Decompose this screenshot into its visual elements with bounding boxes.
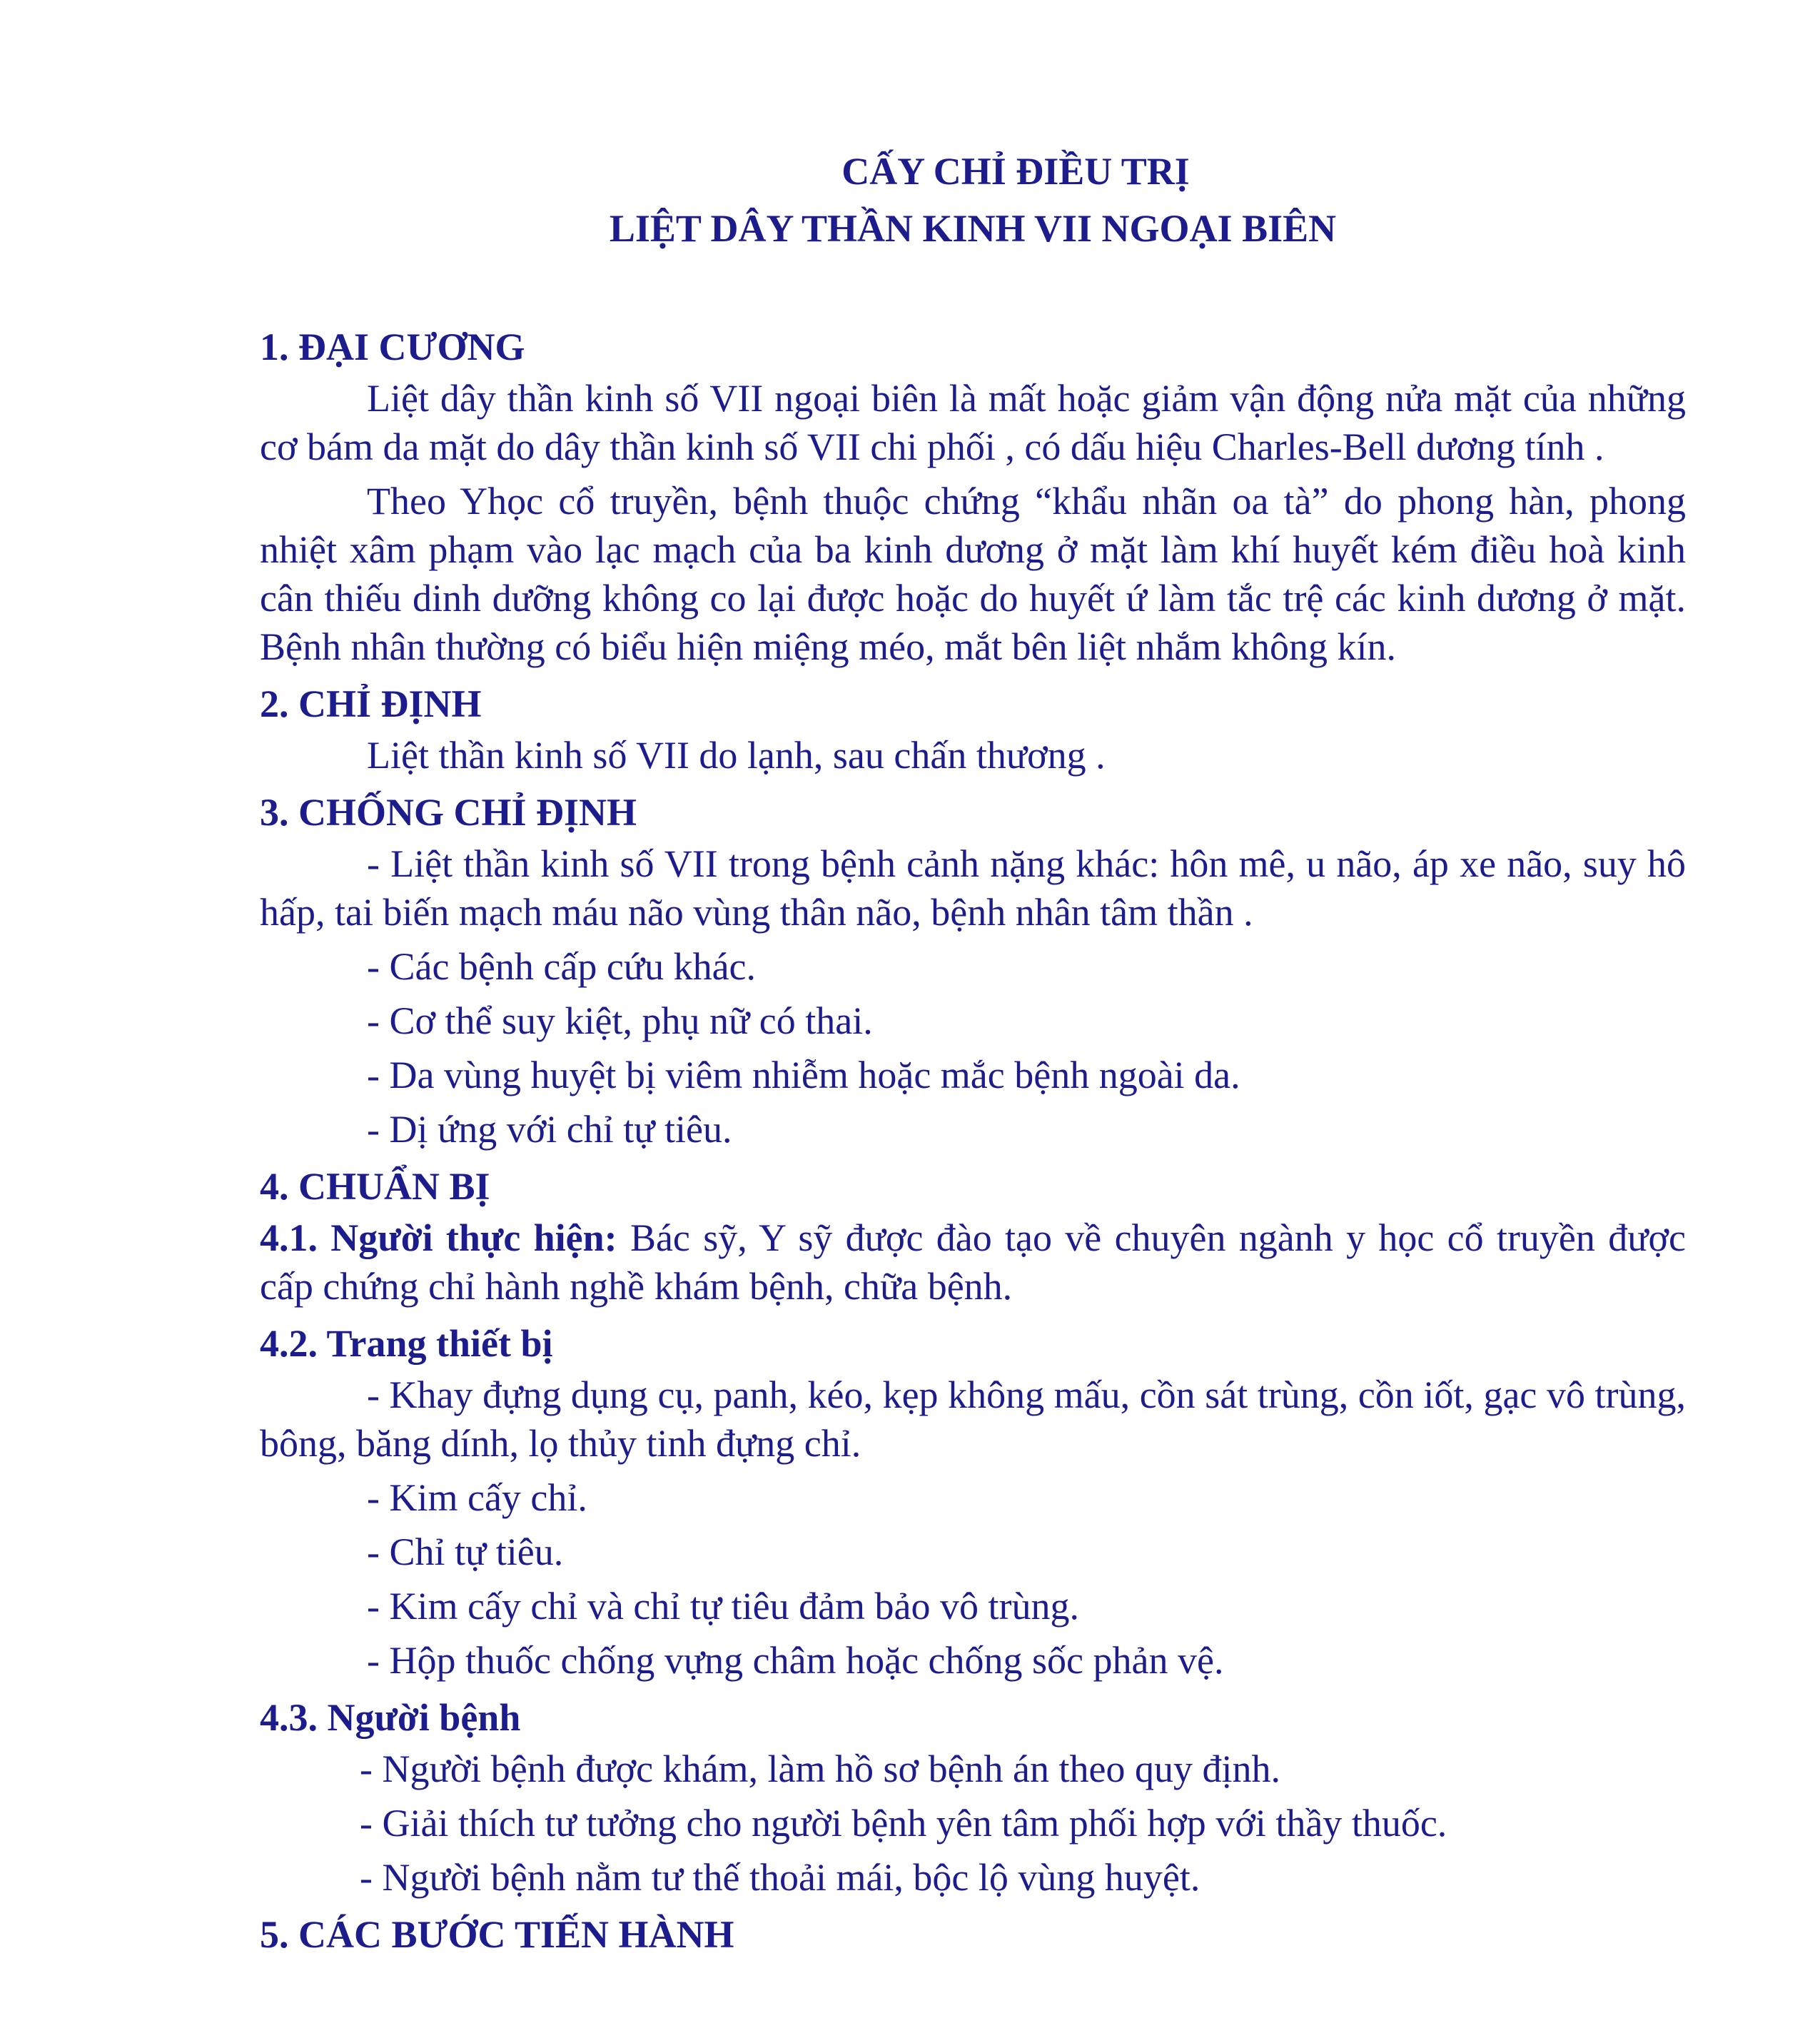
section-4-2-heading: 4.2. Trang thiết bị [260,1322,553,1365]
equipment-item: - Kim cấy chỉ. [367,1476,587,1519]
contraindication-item: - Cơ thể suy kiệt, phụ nữ có thai. [367,999,873,1042]
patient-prep-item: - Người bệnh nằm tư thế thoải mái, bộc lộ vùng huyệt. [360,1856,1200,1899]
section-4-heading: 4. CHUẨN BỊ [260,1165,490,1208]
section-5-heading: 5. CÁC BƯỚC TIẾN HÀNH [260,1913,734,1956]
section-3-heading: 3. CHỐNG CHỈ ĐỊNH [260,791,637,834]
section-4-1-label: 4.1. Người thực hiện: [260,1216,617,1259]
contraindication-item: - Da vùng huyệt bị viêm nhiễm hoặc mắc bệnh ngoài da. [367,1054,1240,1096]
section-4-3-heading: 4.3. Người bệnh [260,1696,521,1739]
patient-prep-item: - Giải thích tư tưởng cho người bệnh yên tâm phối hợp với thầy thuốc. [360,1802,1447,1845]
equipment-item: - Khay đựng dụng cụ, panh, kéo, kẹp không mấu, cồn sát trùng, cồn iốt, gạc vô trùng, bông, băng dính, lọ thủy tinh đựng chỉ. [260,1373,1686,1465]
contraindication-item: - Liệt thần kinh số VII trong bệnh cảnh nặng khác: hôn mê, u não, áp xe não, suy hô hấp, tai biến mạch máu não vùng thân não, bệnh nhân tâm thần . [260,842,1686,934]
section-1-paragraph-2: Theo Yhọc cổ truyền, bệnh thuộc chứng “khẩu nhãn oa tà” do phong hàn, phong nhiệt xâm phạm vào lạc mạch của ba kinh dương ở mặt làm khí huyết kém điều hoà kinh cân thiếu dinh dưỡng không co lại được hoặc do huyết ứ làm tắc trệ các kinh dương ở mặt. Bệnh nhân thường có biểu hiện miệng méo, mắt bên liệt nhắm không kín. [260,480,1686,668]
contraindication-item: - Các bệnh cấp cứu khác. [367,945,757,988]
section-4-1-text: Bác sỹ, Y sỹ được đào tạo về chuyên ngành y học cổ truyền được cấp chứng chỉ hành nghề khám bệnh, chữa bệnh. [260,1216,1686,1308]
title-line-2: LIỆT DÂY THẦN KINH VII NGOẠI BIÊN [609,207,1337,250]
title-spacer [260,257,1686,320]
equipment-item: - Kim cấy chỉ và chỉ tự tiêu đảm bảo vô trùng. [367,1585,1079,1628]
equipment-item: - Hộp thuốc chống vựng châm hoặc chống sốc phản vệ. [367,1639,1224,1682]
section-1-heading: 1. ĐẠI CƯƠNG [260,326,525,368]
section-2-paragraph: Liệt thần kinh số VII do lạnh, sau chấn thương . [367,734,1106,777]
section-2-heading: 2. CHỈ ĐỊNH [260,682,482,725]
document-page [260,143,1686,1962]
title-line-1: CẤY CHỈ ĐIỀU TRỊ [841,150,1190,193]
contraindication-item: - Dị ứng với chỉ tự tiêu. [367,1108,732,1151]
patient-prep-item: - Người bệnh được khám, làm hồ sơ bệnh án theo quy định. [360,1747,1280,1790]
section-4-1-paragraph [260,1214,1686,1311]
equipment-item: - Chỉ tự tiêu. [367,1530,564,1573]
section-1-paragraph-1: Liệt dây thần kinh số VII ngoại biên là mất hoặc giảm vận động nửa mặt của những cơ bám da mặt do dây thần kinh số VII chi phối , có dấu hiệu Charles-Bell dương tính . [260,377,1686,468]
